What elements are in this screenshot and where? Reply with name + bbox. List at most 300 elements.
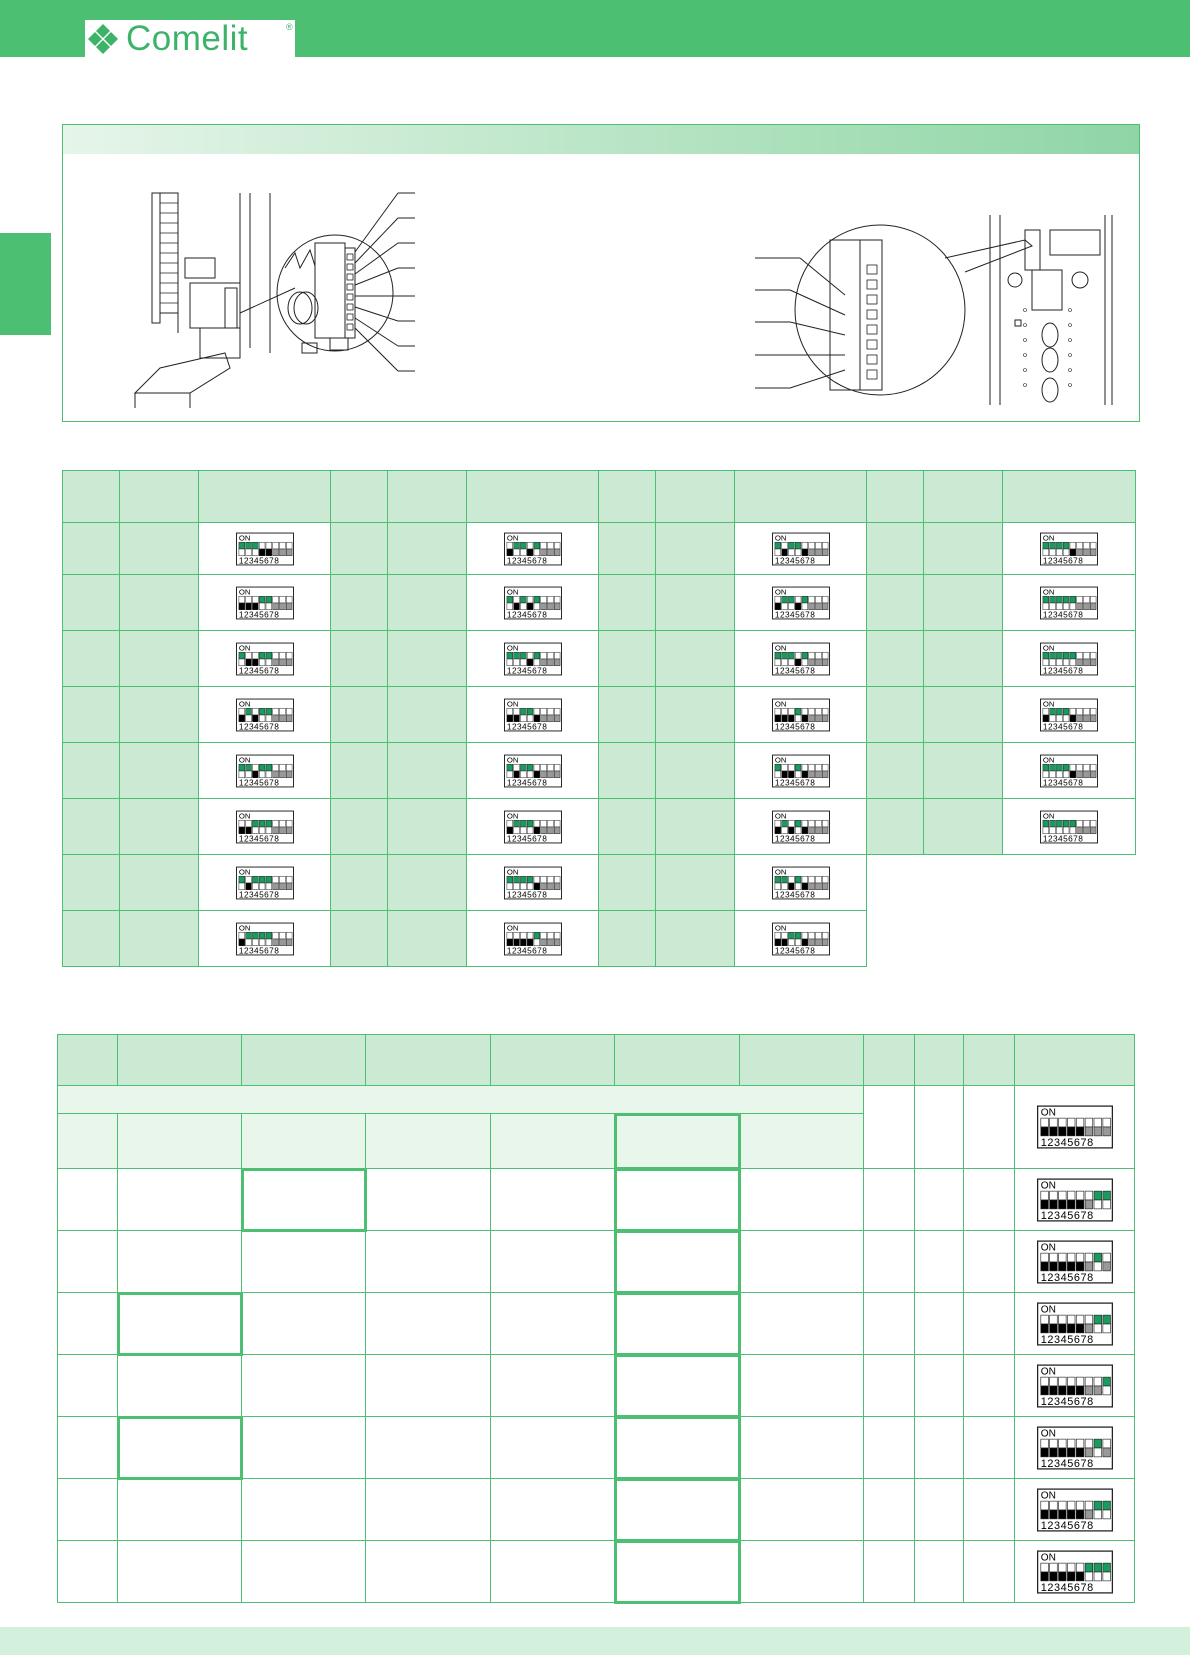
switch-number-labels: 12345678 xyxy=(238,889,279,899)
code-cell xyxy=(867,631,924,687)
switch-position-8 xyxy=(1090,652,1096,666)
data-cell xyxy=(58,1479,118,1541)
switch-position-7 xyxy=(1084,542,1090,556)
switch-position-4 xyxy=(1067,1191,1075,1209)
switch-number-labels: 12345678 xyxy=(238,777,279,787)
dip-switch xyxy=(772,754,830,788)
switch-cell xyxy=(199,575,331,631)
switch-position-2 xyxy=(513,764,519,778)
switch-position-8 xyxy=(286,596,292,610)
data-cell xyxy=(740,1169,864,1231)
code-cell xyxy=(599,855,656,911)
value-cell xyxy=(924,687,1003,743)
switch-on-label: ON xyxy=(774,532,786,542)
switch-on-label: ON xyxy=(774,866,786,876)
switch-position-4 xyxy=(259,542,265,556)
dip-switch xyxy=(504,532,562,566)
switch-position-1 xyxy=(238,932,244,946)
switch-on-label: ON xyxy=(774,642,786,652)
switch-position-2 xyxy=(513,820,519,834)
switch-position-3 xyxy=(788,876,794,890)
switch-number-labels: 12345678 xyxy=(238,721,279,731)
switch-cell xyxy=(735,855,867,911)
dip-switch xyxy=(1037,1301,1113,1347)
code-cell xyxy=(331,687,388,743)
switch-position-4 xyxy=(795,708,801,722)
table2-header-cell xyxy=(915,1035,964,1086)
table2-header-cell xyxy=(491,1035,615,1086)
switch-position-1 xyxy=(506,596,512,610)
switch-position-8 xyxy=(1102,1439,1110,1457)
switch-position-8 xyxy=(822,596,828,610)
switch-number-labels: 12345678 xyxy=(774,777,815,787)
switch-position-2 xyxy=(245,708,251,722)
switch-position-5 xyxy=(1076,1315,1084,1333)
table1-header-cell xyxy=(388,471,467,523)
table1-header-cell xyxy=(735,471,867,523)
switch-on-label: ON xyxy=(506,586,518,596)
switch-position-6 xyxy=(1077,652,1083,666)
switch-cell xyxy=(1003,799,1136,855)
data-cell xyxy=(740,1293,864,1355)
value-cell xyxy=(656,911,735,967)
module-drawing-right xyxy=(750,210,1120,410)
code-cell xyxy=(599,631,656,687)
value-cell xyxy=(388,631,467,687)
switch-position-6 xyxy=(1077,764,1083,778)
switch-position-6 xyxy=(808,708,814,722)
data-cell xyxy=(366,1114,491,1169)
data-cell xyxy=(740,1114,864,1169)
switch-position-5 xyxy=(1076,1377,1084,1395)
side-tab xyxy=(0,233,51,335)
switch-position-4 xyxy=(527,820,533,834)
switch-position-3 xyxy=(788,708,794,722)
switch-position-3 xyxy=(788,932,794,946)
switch-position-3 xyxy=(1058,1118,1066,1136)
switch-position-8 xyxy=(822,876,828,890)
switch-position-7 xyxy=(547,764,553,778)
switch-number-labels: 12345678 xyxy=(774,555,815,565)
switch-position-5 xyxy=(265,876,271,890)
switch-on-label: ON xyxy=(774,698,786,708)
value-cell xyxy=(656,855,735,911)
switch-position-8 xyxy=(554,708,560,722)
data-cell xyxy=(366,1541,491,1603)
value-cell xyxy=(924,743,1003,799)
table1-header-cell xyxy=(120,471,199,523)
switch-position-8 xyxy=(822,542,828,556)
code-cell xyxy=(867,575,924,631)
table2-header-cell xyxy=(740,1035,864,1086)
dip-switch xyxy=(236,698,294,732)
switch-position-5 xyxy=(1070,708,1076,722)
switch-position-1 xyxy=(1043,596,1049,610)
switch-cell xyxy=(1015,1293,1135,1355)
switch-position-7 xyxy=(815,542,821,556)
switch-number-labels: 12345678 xyxy=(1040,1137,1094,1149)
switch-position-1 xyxy=(506,652,512,666)
switch-on-label: ON xyxy=(506,754,518,764)
switch-position-4 xyxy=(1067,1253,1075,1271)
switch-position-6 xyxy=(808,932,814,946)
value-cell xyxy=(120,575,199,631)
switch-on-label: ON xyxy=(774,922,786,932)
data-cell xyxy=(366,1417,491,1479)
switch-position-4 xyxy=(259,876,265,890)
data-cell xyxy=(491,1114,615,1169)
switch-position-6 xyxy=(1077,708,1083,722)
dip-switch xyxy=(772,922,830,956)
switch-position-6 xyxy=(1085,1501,1093,1519)
switch-cell xyxy=(467,631,599,687)
switch-position-7 xyxy=(815,764,821,778)
switch-position-3 xyxy=(788,596,794,610)
switch-cell xyxy=(1015,1479,1135,1541)
switch-position-6 xyxy=(1085,1315,1093,1333)
switch-position-4 xyxy=(527,764,533,778)
switch-on-label: ON xyxy=(1042,698,1055,708)
switch-position-4 xyxy=(527,596,533,610)
switch-position-1 xyxy=(1040,1315,1048,1333)
table-row xyxy=(63,855,1136,911)
switch-position-6 xyxy=(808,596,814,610)
switch-position-2 xyxy=(513,652,519,666)
value-cell xyxy=(388,687,467,743)
switch-position-4 xyxy=(795,876,801,890)
switch-position-6 xyxy=(1085,1563,1093,1581)
data-cell xyxy=(615,1114,740,1169)
switch-number-labels: 12345678 xyxy=(506,609,547,619)
switch-position-3 xyxy=(1056,542,1062,556)
switch-position-5 xyxy=(533,708,539,722)
data-cell xyxy=(964,1355,1015,1417)
switch-position-3 xyxy=(252,542,258,556)
switch-on-label: ON xyxy=(1042,810,1055,820)
switch-position-2 xyxy=(1050,708,1056,722)
switch-number-labels: 12345678 xyxy=(1040,1519,1094,1532)
switch-position-1 xyxy=(238,596,244,610)
switch-number-labels: 12345678 xyxy=(1042,833,1084,843)
switch-position-4 xyxy=(527,876,533,890)
switch-position-3 xyxy=(520,652,526,666)
switch-position-5 xyxy=(265,820,271,834)
switch-position-5 xyxy=(265,708,271,722)
code-cell xyxy=(599,687,656,743)
switch-position-3 xyxy=(788,764,794,778)
dip-switch xyxy=(1037,1104,1113,1150)
switch-number-labels: 12345678 xyxy=(1040,1581,1094,1594)
dip-switch xyxy=(772,532,830,566)
switch-position-4 xyxy=(259,932,265,946)
switch-on-label: ON xyxy=(238,698,250,708)
switch-position-6 xyxy=(1077,596,1083,610)
switch-position-5 xyxy=(265,932,271,946)
switch-position-1 xyxy=(506,876,512,890)
switch-cell xyxy=(199,911,331,967)
switch-on-label: ON xyxy=(506,810,518,820)
switch-position-4 xyxy=(527,708,533,722)
switch-position-1 xyxy=(774,542,780,556)
switch-position-2 xyxy=(1049,1191,1057,1209)
data-cell xyxy=(118,1541,242,1603)
value-cell xyxy=(120,799,199,855)
data-cell xyxy=(242,1114,366,1169)
switch-position-3 xyxy=(1058,1253,1066,1271)
table-row xyxy=(63,523,1136,575)
switch-number-labels: 12345678 xyxy=(774,889,815,899)
switch-position-1 xyxy=(774,708,780,722)
value-cell xyxy=(656,743,735,799)
data-cell xyxy=(740,1417,864,1479)
dip-switch xyxy=(1037,1363,1113,1409)
switch-on-label: ON xyxy=(238,922,250,932)
switch-position-8 xyxy=(286,708,292,722)
switch-position-1 xyxy=(774,652,780,666)
registered-mark: ® xyxy=(286,22,293,32)
table2-subheader-row xyxy=(58,1086,1135,1114)
switch-number-labels: 12345678 xyxy=(1040,1271,1094,1284)
switch-on-label: ON xyxy=(506,532,518,542)
data-cell xyxy=(864,1417,915,1479)
switch-position-6 xyxy=(272,542,278,556)
dip-switch xyxy=(504,642,562,676)
switch-cell xyxy=(199,687,331,743)
data-cell xyxy=(491,1355,615,1417)
switch-position-5 xyxy=(1076,1253,1084,1271)
switch-position-4 xyxy=(795,932,801,946)
switch-position-2 xyxy=(781,652,787,666)
switch-position-4 xyxy=(1067,1377,1075,1395)
switch-number-labels: 12345678 xyxy=(774,945,815,955)
switch-position-6 xyxy=(540,542,546,556)
module-drawing-left xyxy=(130,188,440,413)
data-cell xyxy=(964,1479,1015,1541)
switch-position-3 xyxy=(520,876,526,890)
switch-position-1 xyxy=(1043,764,1049,778)
switch-position-8 xyxy=(286,820,292,834)
data-cell xyxy=(740,1541,864,1603)
empty-cell xyxy=(867,911,1136,967)
blank-cell xyxy=(964,1086,1015,1169)
switch-position-1 xyxy=(1040,1377,1048,1395)
code-cell xyxy=(331,743,388,799)
switch-position-7 xyxy=(1094,1377,1102,1395)
code-cell xyxy=(63,575,120,631)
switch-position-3 xyxy=(520,708,526,722)
switch-position-8 xyxy=(554,596,560,610)
switch-position-2 xyxy=(781,876,787,890)
switch-position-7 xyxy=(1084,764,1090,778)
switch-position-2 xyxy=(781,708,787,722)
table1-header-cell xyxy=(599,471,656,523)
switch-position-2 xyxy=(513,708,519,722)
table-row xyxy=(63,687,1136,743)
switch-position-1 xyxy=(506,820,512,834)
data-cell xyxy=(740,1479,864,1541)
switch-cell xyxy=(467,911,599,967)
switch-position-4 xyxy=(1067,1315,1075,1333)
switch-position-5 xyxy=(533,542,539,556)
switch-position-1 xyxy=(774,764,780,778)
data-cell xyxy=(58,1541,118,1603)
code-cell xyxy=(599,743,656,799)
data-cell xyxy=(58,1114,118,1169)
table1-header-cell xyxy=(63,471,120,523)
data-cell xyxy=(615,1169,740,1231)
table1-header-cell xyxy=(656,471,735,523)
switch-position-5 xyxy=(533,764,539,778)
switch-position-7 xyxy=(279,652,285,666)
switch-cell xyxy=(199,631,331,687)
data-cell xyxy=(915,1355,964,1417)
data-cell xyxy=(242,1417,366,1479)
value-cell xyxy=(656,523,735,575)
switch-position-3 xyxy=(1058,1501,1066,1519)
code-cell xyxy=(63,523,120,575)
switch-position-2 xyxy=(245,652,251,666)
switch-position-6 xyxy=(272,708,278,722)
switch-number-labels: 12345678 xyxy=(506,721,547,731)
data-cell xyxy=(964,1169,1015,1231)
switch-position-2 xyxy=(1050,596,1056,610)
table-row xyxy=(63,911,1136,967)
dip-switch xyxy=(1040,532,1098,566)
switch-on-label: ON xyxy=(774,810,786,820)
switch-on-label: ON xyxy=(506,642,518,652)
data-cell xyxy=(118,1479,242,1541)
switch-position-5 xyxy=(801,542,807,556)
switch-position-4 xyxy=(259,652,265,666)
switch-cell xyxy=(467,575,599,631)
switch-cell xyxy=(1003,743,1136,799)
switch-position-1 xyxy=(238,764,244,778)
value-cell xyxy=(120,743,199,799)
table1-header-cell xyxy=(467,471,599,523)
switch-number-labels: 12345678 xyxy=(238,555,279,565)
data-cell xyxy=(118,1114,242,1169)
data-cell xyxy=(915,1169,964,1231)
switch-position-7 xyxy=(815,820,821,834)
switch-position-8 xyxy=(822,932,828,946)
switch-on-label: ON xyxy=(1040,1180,1056,1192)
switch-position-4 xyxy=(1067,1439,1075,1457)
switch-position-4 xyxy=(795,542,801,556)
switch-position-6 xyxy=(540,596,546,610)
switch-position-4 xyxy=(1067,1118,1075,1136)
table2-header-cell xyxy=(615,1035,740,1086)
switch-number-labels: 12345678 xyxy=(506,945,547,955)
switch-position-2 xyxy=(513,876,519,890)
switch-position-4 xyxy=(1067,1563,1075,1581)
switch-position-4 xyxy=(527,932,533,946)
switch-position-6 xyxy=(1085,1118,1093,1136)
switch-position-1 xyxy=(238,820,244,834)
switch-position-5 xyxy=(1070,652,1076,666)
table-row xyxy=(63,631,1136,687)
dip-switch xyxy=(236,642,294,676)
switch-position-1 xyxy=(238,652,244,666)
switch-position-3 xyxy=(252,876,258,890)
switch-position-4 xyxy=(795,820,801,834)
group-band xyxy=(58,1086,864,1114)
value-cell xyxy=(924,575,1003,631)
switch-position-8 xyxy=(1090,542,1096,556)
table-row xyxy=(58,1417,1135,1479)
data-cell xyxy=(915,1417,964,1479)
table2-header-cell xyxy=(118,1035,242,1086)
data-cell xyxy=(366,1355,491,1417)
switch-number-labels: 12345678 xyxy=(1042,777,1084,787)
switch-position-2 xyxy=(1049,1253,1057,1271)
data-cell xyxy=(366,1169,491,1231)
switch-number-labels: 12345678 xyxy=(1040,1457,1094,1470)
switch-position-7 xyxy=(815,876,821,890)
switch-cell xyxy=(199,743,331,799)
switch-position-2 xyxy=(1050,820,1056,834)
dip-switch-table-1 xyxy=(62,470,1136,967)
switch-position-5 xyxy=(1076,1563,1084,1581)
dip-switch xyxy=(1037,1239,1113,1285)
switch-position-2 xyxy=(513,596,519,610)
switch-position-1 xyxy=(774,596,780,610)
code-cell xyxy=(599,911,656,967)
switch-on-label: ON xyxy=(1042,642,1055,652)
value-cell xyxy=(656,799,735,855)
value-cell xyxy=(388,799,467,855)
code-cell xyxy=(63,799,120,855)
switch-number-labels: 12345678 xyxy=(1042,609,1084,619)
code-cell xyxy=(599,575,656,631)
switch-position-5 xyxy=(533,596,539,610)
data-cell xyxy=(615,1355,740,1417)
switch-cell xyxy=(1015,1231,1135,1293)
value-cell xyxy=(120,631,199,687)
switch-on-label: ON xyxy=(238,586,250,596)
switch-position-3 xyxy=(1056,820,1062,834)
switch-position-8 xyxy=(1090,596,1096,610)
switch-position-6 xyxy=(1077,542,1083,556)
switch-position-3 xyxy=(252,820,258,834)
switch-on-label: ON xyxy=(1040,1428,1056,1440)
switch-number-labels: 12345678 xyxy=(506,889,547,899)
dip-switch xyxy=(504,866,562,900)
switch-position-2 xyxy=(245,542,251,556)
table1-header-cell xyxy=(199,471,331,523)
switch-position-4 xyxy=(259,708,265,722)
value-cell xyxy=(656,575,735,631)
switch-position-1 xyxy=(238,542,244,556)
empty-cell xyxy=(867,855,1136,911)
switch-position-8 xyxy=(554,542,560,556)
switch-number-labels: 12345678 xyxy=(1042,721,1084,731)
code-cell xyxy=(331,855,388,911)
table-row xyxy=(58,1231,1135,1293)
switch-position-4 xyxy=(1063,596,1069,610)
switch-position-8 xyxy=(1102,1118,1110,1136)
switch-on-label: ON xyxy=(1042,754,1055,764)
switch-position-2 xyxy=(1049,1563,1057,1581)
table-row xyxy=(58,1479,1135,1541)
switch-cell xyxy=(1015,1169,1135,1231)
data-cell xyxy=(964,1417,1015,1479)
switch-position-5 xyxy=(265,542,271,556)
footer-bar xyxy=(0,1627,1190,1655)
switch-position-7 xyxy=(815,932,821,946)
switch-position-4 xyxy=(527,542,533,556)
switch-position-3 xyxy=(252,708,258,722)
switch-position-7 xyxy=(815,708,821,722)
